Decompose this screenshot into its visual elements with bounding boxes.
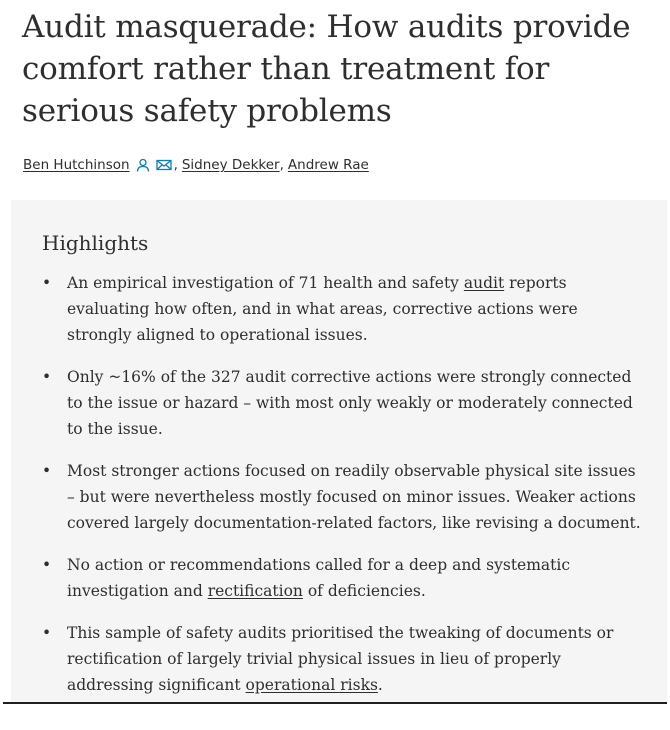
highlight-text: reports evaluating how often, and in what areas, corrective actions were strongly aligned to operational issues. xyxy=(67,274,578,344)
bullet-icon: • xyxy=(42,624,52,642)
highlights-heading: Highlights xyxy=(42,231,149,255)
bullet-icon: • xyxy=(42,462,52,480)
highlight-text: This sample of safety audits prioritised the tweaking of documents or rectification of largely trivial physical issues in lieu of properly addressing significant xyxy=(67,624,614,694)
term-link-audit[interactable]: audit xyxy=(463,274,505,292)
highlight-item-3 xyxy=(42,458,642,536)
highlight-text: An empirical investigation of 71 health and safety xyxy=(67,274,464,292)
highlight-item-5 xyxy=(42,620,642,698)
author-link-rae[interactable]: Andrew Rae xyxy=(287,157,369,173)
author-link-hutchinson[interactable]: Ben Hutchinson xyxy=(23,157,130,173)
bullet-icon: • xyxy=(42,274,52,292)
highlight-item-2 xyxy=(42,364,642,442)
bullet-icon: • xyxy=(42,556,52,574)
bullet-icon: • xyxy=(42,368,52,386)
highlight-text: . xyxy=(377,676,383,694)
section-divider xyxy=(3,702,667,704)
term-link-rectification[interactable]: rectification xyxy=(207,582,303,600)
highlight-text: Most stronger actions focused on readily observable physical site issues – but were nevertheless mostly focused on minor issues. Weaker actions covered largely documentation-related factors, like revising a document. xyxy=(67,462,641,532)
mail-icon[interactable] xyxy=(156,159,172,171)
author-comma: , xyxy=(279,157,284,173)
article-title: Audit masquerade: How audits provide comfort rather than treatment for serious safety problems xyxy=(22,9,631,129)
highlight-item-1 xyxy=(42,270,642,348)
highlight-item-4 xyxy=(42,552,642,604)
highlight-text: No action or recommendations called for a deep and systematic investigation and xyxy=(67,556,571,600)
highlights-list xyxy=(42,270,642,714)
author-list xyxy=(23,157,369,173)
author-link-dekker[interactable]: Sidney Dekker xyxy=(181,157,280,173)
highlight-text: Only ~16% of the 327 audit corrective actions were strongly connected to the issue or hazard – with most only weakly or moderately connected to the issue. xyxy=(67,368,633,438)
highlights-section xyxy=(11,200,667,703)
term-link-operational-risks[interactable]: operational risks xyxy=(245,676,378,694)
person-icon[interactable] xyxy=(136,158,150,172)
author-separator: , xyxy=(173,157,178,173)
highlight-text: of deficiencies. xyxy=(302,582,426,600)
